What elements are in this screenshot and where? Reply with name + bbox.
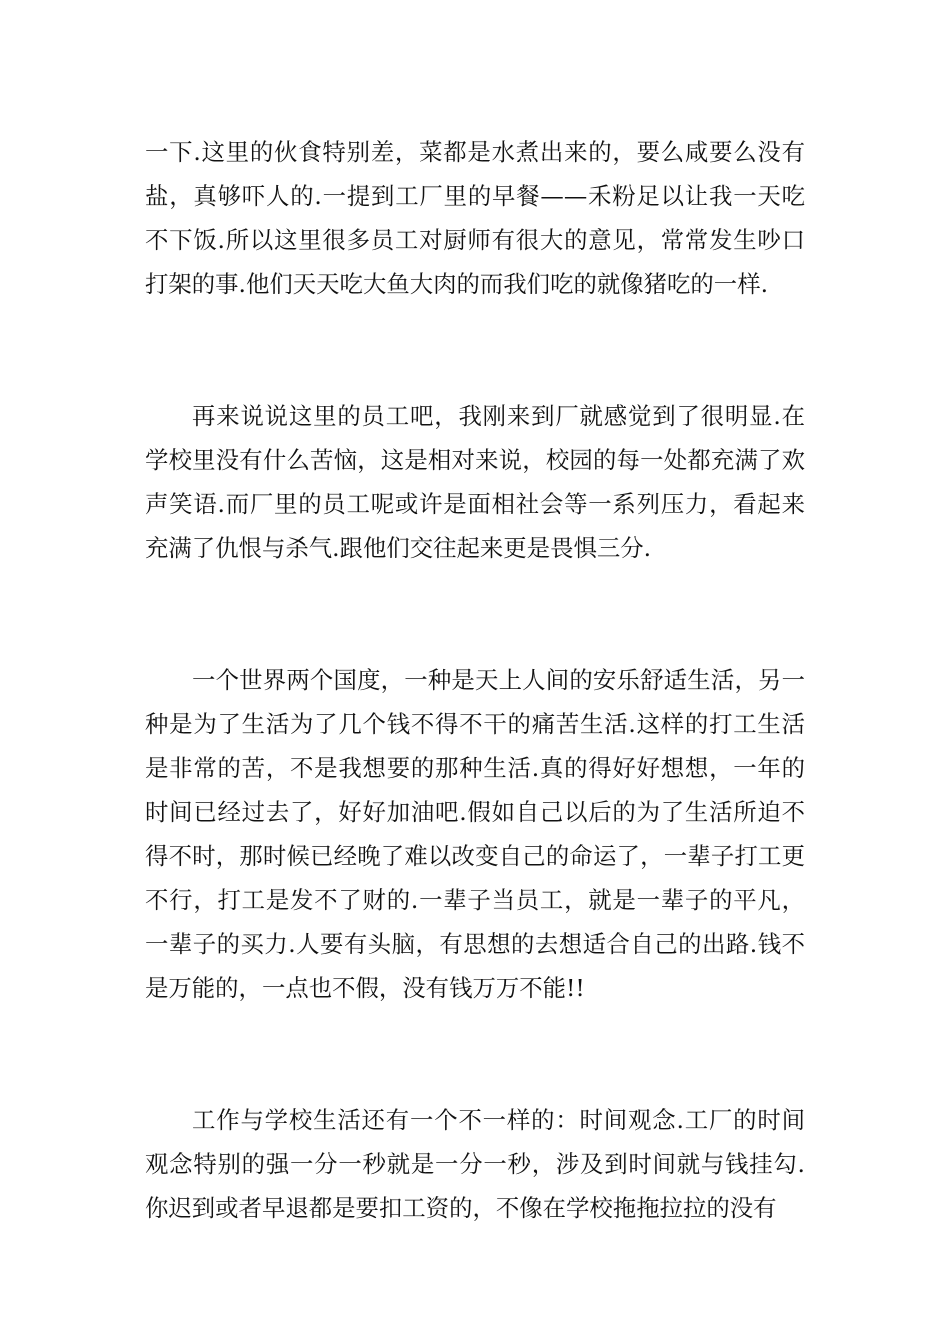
paragraph-2: 再来说说这里的员工吧，我刚来到厂就感觉到了很明显.在学校里没有什么苦恼，这是相对来说，校园的每一处都充满了欢声笑语.而厂里的员工呢或许是面相社会等一系列压力，看起来充满了仇恨与杀气.跟他们交往起来更是畏惧三分. (145, 402, 805, 562)
document-body (145, 130, 805, 1230)
paragraph-4: 工作与学校生活还有一个不一样的：时间观念.工厂的时间观念特别的强一分一秒就是一分一秒，涉及到时间就与钱挂勾.你迟到或者早退都是要扣工资的，不像在学校拖拖拉拉的没有 (145, 1106, 805, 1222)
paragraph-3: 一个世界两个国度，一种是天上人间的安乐舒适生活，另一种是为了生活为了几个钱不得不干的痛苦生活.这样的打工生活是非常的苦，不是我想要的那种生活.真的得好好想想，一年的时间已经过去了，好好加油吧.假如自己以后的为了生活所迫不得不时，那时候已经晚了难以改变自己的命运了，一辈子打工更不行，打工是发不了财的.一辈子当员工，就是一辈子的平凡，一辈子的买力.人要有头脑，有思想的去想适合自己的出路.钱不是万能的，一点也不假，没有钱万万不能!! (145, 666, 805, 1002)
paragraph-1: 一下.这里的伙食特别差，菜都是水煮出来的，要么咸要么没有盐，真够吓人的.一提到工厂里的早餐——禾粉足以让我一天吃不下饭.所以这里很多员工对厨师有很大的意见，常常发生吵口打架的事.他们天天吃大鱼大肉的而我们吃的就像猪吃的一样. (145, 138, 805, 298)
